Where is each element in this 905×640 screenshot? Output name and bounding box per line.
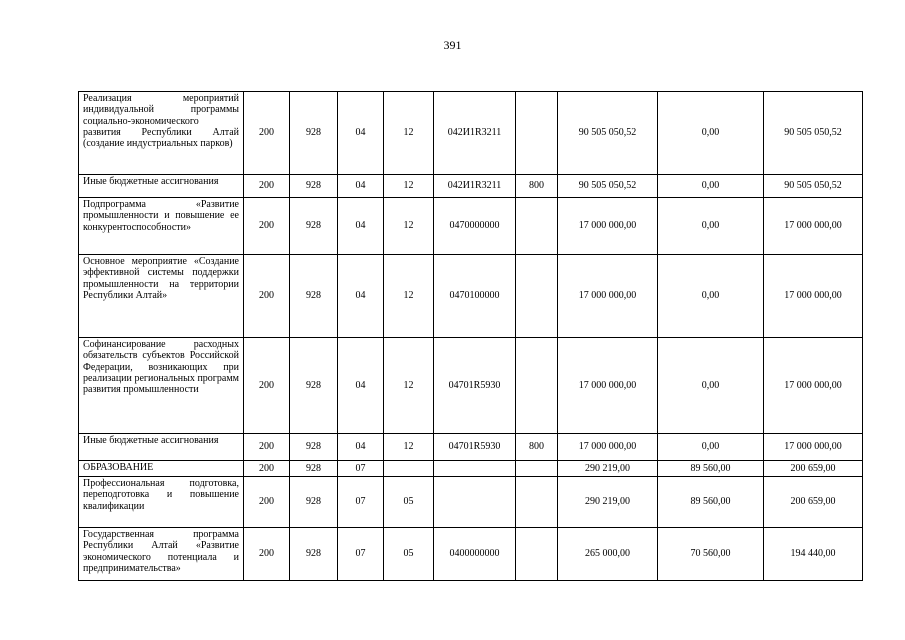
budget-table (78, 91, 863, 581)
table-row (79, 434, 863, 461)
cell-c3: 04 (338, 175, 384, 198)
cell-c1: 200 (244, 528, 290, 581)
row-description: Государственная программа Республики Алтай «Развитие экономического потенциала и предпринимательства» (79, 528, 244, 581)
cell-c4: 12 (384, 175, 434, 198)
cell-v2: 0,00 (658, 255, 764, 338)
cell-v1: 90 505 050,52 (558, 175, 658, 198)
table-row (79, 461, 863, 477)
row-description: Иные бюджетные ассигнования (79, 434, 244, 461)
cell-c4: 12 (384, 198, 434, 255)
table-row (79, 528, 863, 581)
cell-v1: 17 000 000,00 (558, 255, 658, 338)
cell-c4: 05 (384, 528, 434, 581)
cell-v2: 89 560,00 (658, 461, 764, 477)
cell-v2: 0,00 (658, 198, 764, 255)
row-description: Подпрограмма «Развитие промышленности и повышение ее конкурентоспособности» (79, 198, 244, 255)
row-description: Основное мероприятие «Создание эффективной системы поддержки промышленности на территории Республики Алтай» (79, 255, 244, 338)
cell-v1: 265 000,00 (558, 528, 658, 581)
cell-c1: 200 (244, 461, 290, 477)
cell-v1: 17 000 000,00 (558, 338, 658, 434)
cell-c4: 12 (384, 255, 434, 338)
cell-c3: 04 (338, 255, 384, 338)
cell-c6 (516, 92, 558, 175)
cell-c3: 04 (338, 92, 384, 175)
cell-c3: 04 (338, 434, 384, 461)
cell-c6: 800 (516, 175, 558, 198)
cell-c5: 042И1R3211 (434, 175, 516, 198)
cell-c4: 05 (384, 477, 434, 528)
cell-c5: 04701R5930 (434, 338, 516, 434)
cell-c2: 928 (290, 92, 338, 175)
cell-c1: 200 (244, 198, 290, 255)
cell-c6 (516, 528, 558, 581)
cell-v2: 70 560,00 (658, 528, 764, 581)
cell-v3: 90 505 050,52 (764, 175, 863, 198)
row-description: Иные бюджетные ассигнования (79, 175, 244, 198)
cell-c5: 0470100000 (434, 255, 516, 338)
cell-c2: 928 (290, 255, 338, 338)
cell-v3: 17 000 000,00 (764, 198, 863, 255)
table-row (79, 338, 863, 434)
cell-v3: 194 440,00 (764, 528, 863, 581)
page-number: 391 (443, 38, 462, 52)
cell-v1: 290 219,00 (558, 477, 658, 528)
cell-c6 (516, 255, 558, 338)
cell-c6 (516, 477, 558, 528)
cell-c2: 928 (290, 338, 338, 434)
cell-c1: 200 (244, 175, 290, 198)
table-row (79, 477, 863, 528)
cell-c2: 928 (290, 198, 338, 255)
cell-c1: 200 (244, 255, 290, 338)
cell-c6 (516, 338, 558, 434)
cell-c3: 07 (338, 461, 384, 477)
cell-c2: 928 (290, 528, 338, 581)
cell-c1: 200 (244, 92, 290, 175)
table-row (79, 175, 863, 198)
cell-v3: 200 659,00 (764, 477, 863, 528)
cell-c2: 928 (290, 175, 338, 198)
cell-c5: 04701R5930 (434, 434, 516, 461)
cell-c1: 200 (244, 338, 290, 434)
cell-c2: 928 (290, 477, 338, 528)
cell-v2: 0,00 (658, 175, 764, 198)
cell-v2: 0,00 (658, 338, 764, 434)
row-description: Профессиональная подготовка, переподготовка и повышение квалификации (79, 477, 244, 528)
table-row (79, 198, 863, 255)
cell-c5: 042И1R3211 (434, 92, 516, 175)
table-row (79, 92, 863, 175)
cell-v2: 0,00 (658, 92, 764, 175)
cell-c5: 0400000000 (434, 528, 516, 581)
cell-c5: 0470000000 (434, 198, 516, 255)
cell-c4: 12 (384, 434, 434, 461)
cell-c3: 04 (338, 338, 384, 434)
cell-v1: 290 219,00 (558, 461, 658, 477)
cell-c6 (516, 461, 558, 477)
cell-c6 (516, 198, 558, 255)
cell-v3: 200 659,00 (764, 461, 863, 477)
cell-c5 (434, 461, 516, 477)
row-description: Реализация мероприятий индивидуальной программы социально-экономического развития Республики Алтай (создание индустриальных парков) (79, 92, 244, 175)
cell-v1: 90 505 050,52 (558, 92, 658, 175)
cell-v1: 17 000 000,00 (558, 434, 658, 461)
cell-c2: 928 (290, 434, 338, 461)
cell-c6: 800 (516, 434, 558, 461)
cell-v3: 17 000 000,00 (764, 255, 863, 338)
cell-v2: 89 560,00 (658, 477, 764, 528)
cell-v3: 90 505 050,52 (764, 92, 863, 175)
cell-c4: 12 (384, 338, 434, 434)
cell-v3: 17 000 000,00 (764, 338, 863, 434)
cell-c4 (384, 461, 434, 477)
cell-v3: 17 000 000,00 (764, 434, 863, 461)
table-row (79, 255, 863, 338)
cell-c1: 200 (244, 477, 290, 528)
cell-c3: 04 (338, 198, 384, 255)
cell-c5 (434, 477, 516, 528)
cell-c4: 12 (384, 92, 434, 175)
cell-v1: 17 000 000,00 (558, 198, 658, 255)
cell-c3: 07 (338, 528, 384, 581)
row-description: Софинансирование расходных обязательств субъектов Российской Федерации, возникающих при реализации региональных программ развития промышленности (79, 338, 244, 434)
cell-v2: 0,00 (658, 434, 764, 461)
cell-c2: 928 (290, 461, 338, 477)
row-description: ОБРАЗОВАНИЕ (79, 461, 244, 477)
cell-c3: 07 (338, 477, 384, 528)
cell-c1: 200 (244, 434, 290, 461)
